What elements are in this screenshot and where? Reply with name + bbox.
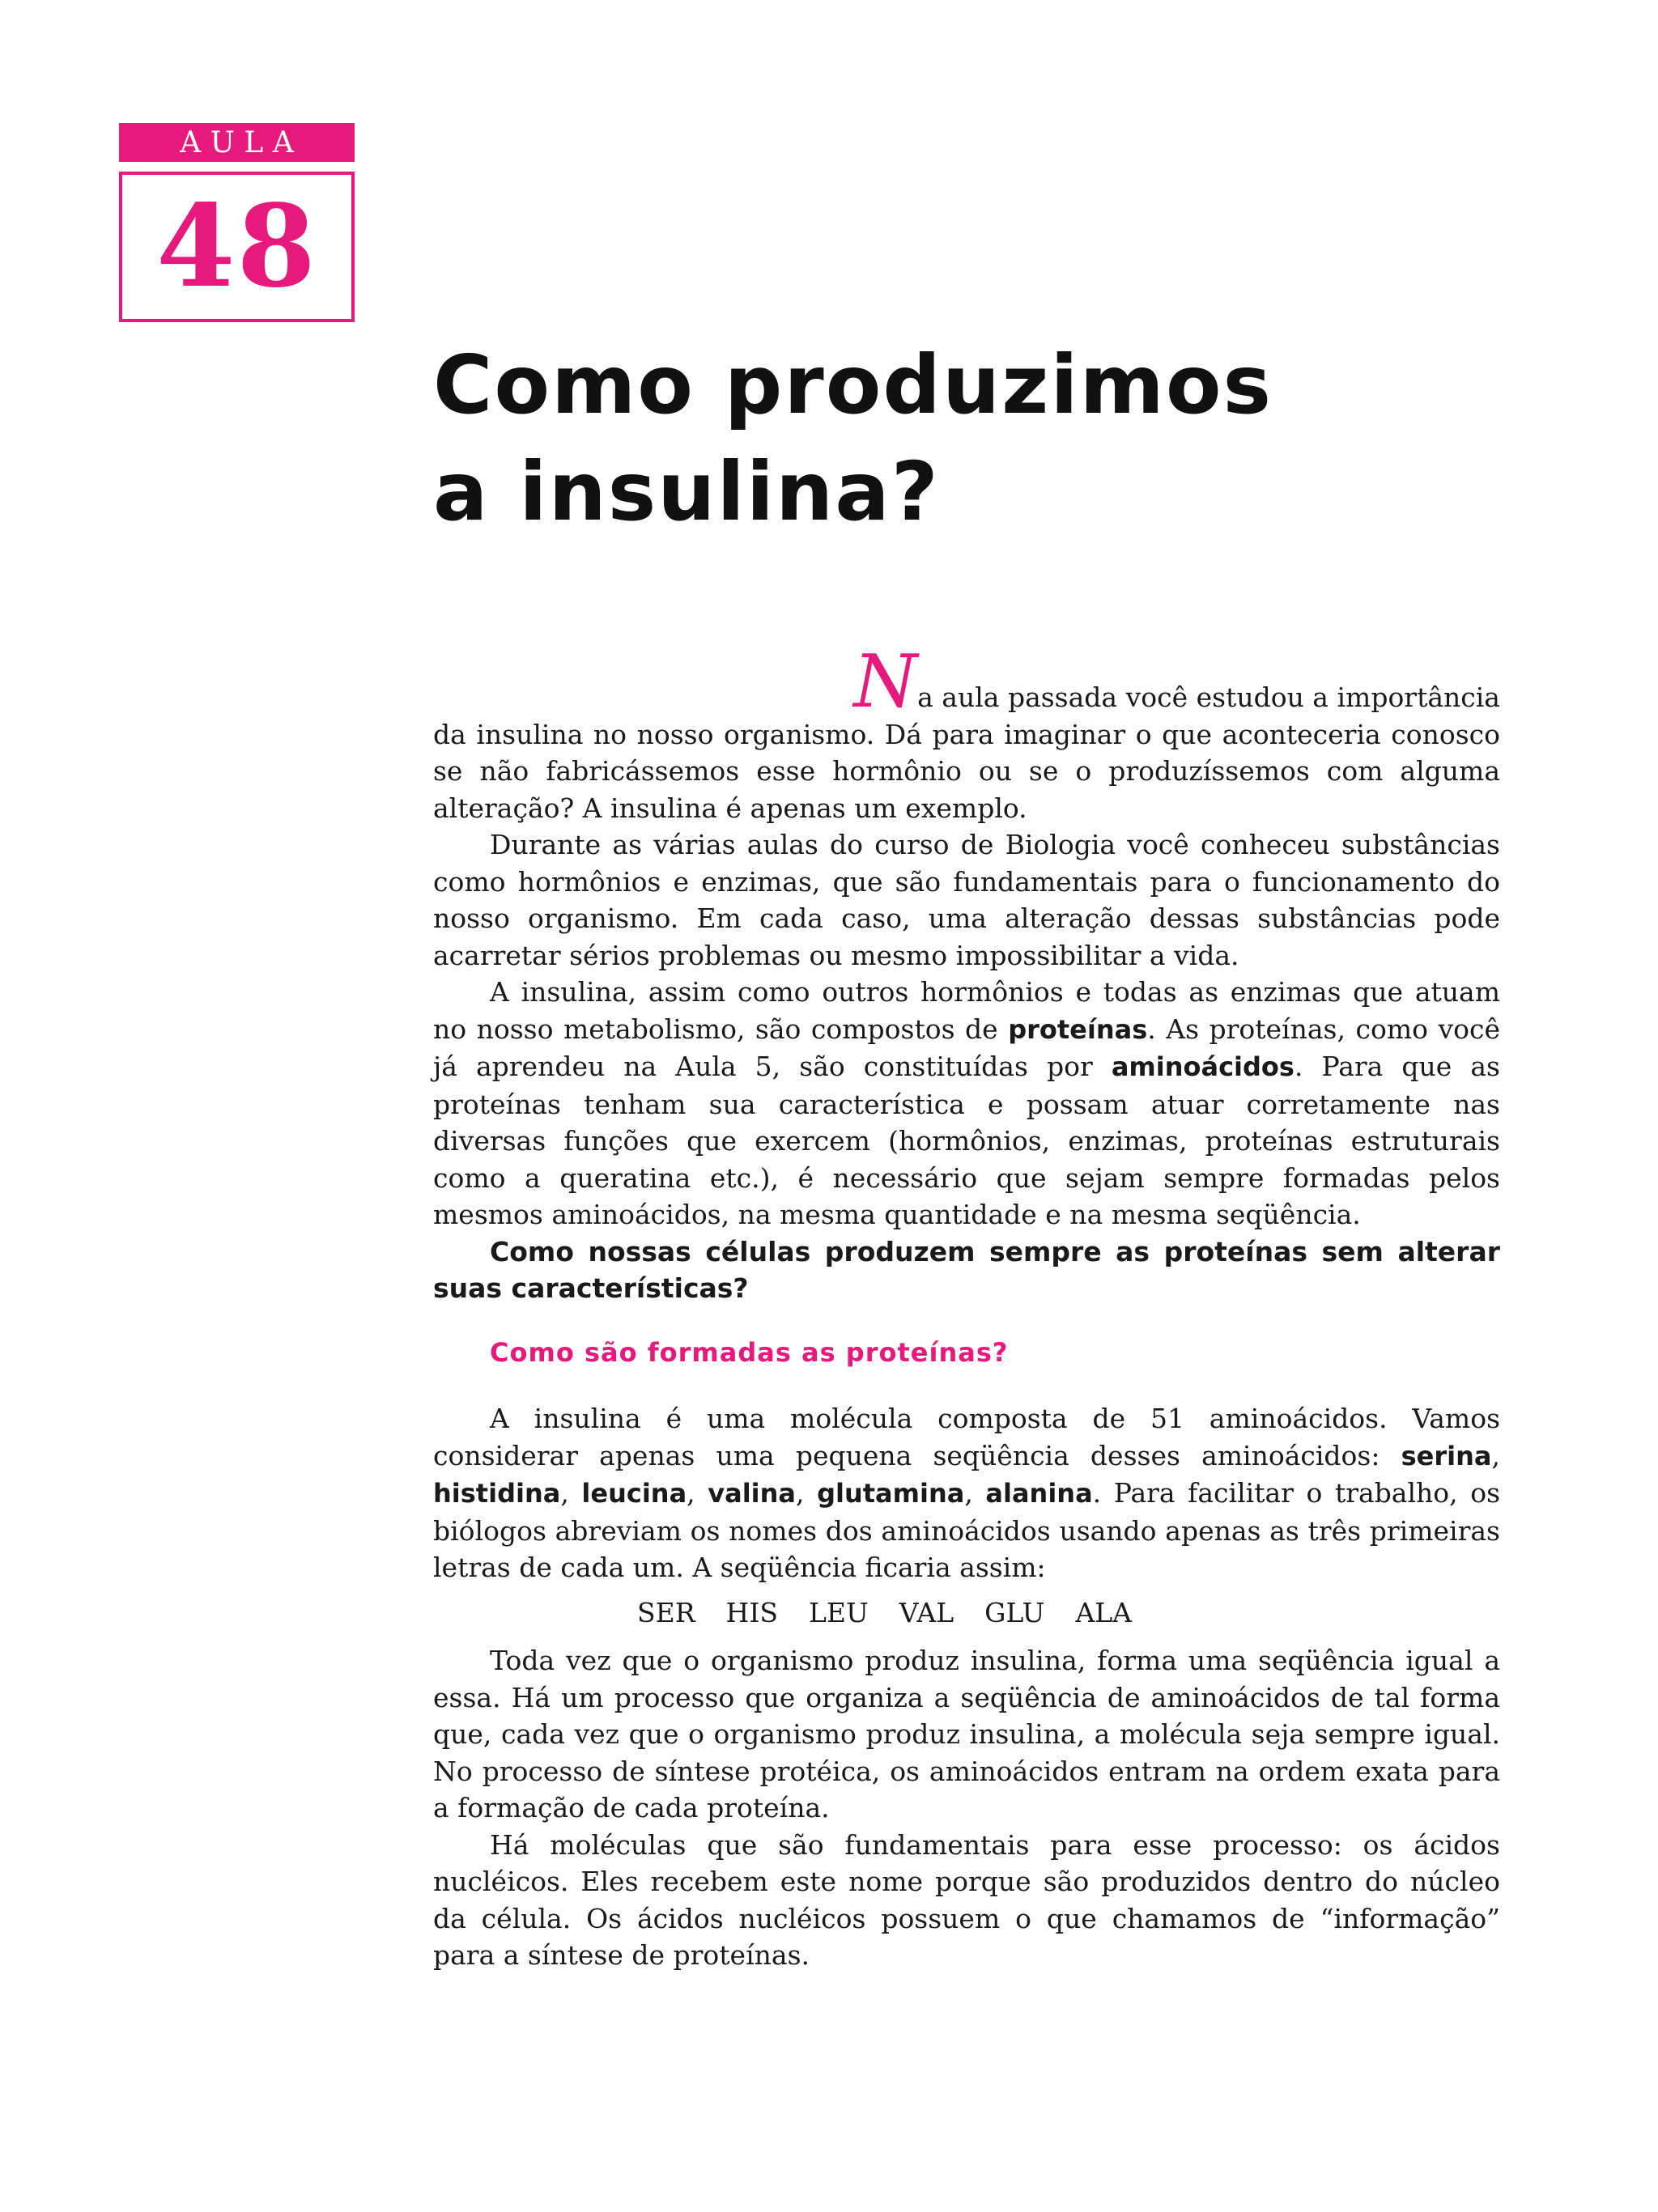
page-title bbox=[433, 332, 1567, 546]
lesson-label bbox=[119, 123, 355, 162]
p4-sep-1: , bbox=[1491, 1439, 1500, 1471]
lesson-number: 48 bbox=[156, 180, 317, 313]
amino-acid-sequence bbox=[637, 1594, 1500, 1632]
intro-first-line-text: a aula passada você estudou a importância bbox=[917, 681, 1500, 713]
term-histidina: histidina bbox=[433, 1478, 561, 1509]
title-line-2: a insulina? bbox=[433, 444, 940, 539]
paragraph-5: Toda vez que o organismo produz insulina, forma uma seqüência igual a essa. Há um processo que organiza a seqüência de aminoácidos de tal forma que, cada vez que o organismo produz insulina, a molécula seja sempre igual. No processo de síntese protéica, os aminoácidos entram na ordem exata para a formação de cada proteína. bbox=[433, 1645, 1500, 1824]
p4-text-a: A insulina é uma molécula composta de 51 aminoácidos. Vamos considerar apenas uma pequena seqüência desses aminoácidos: bbox=[433, 1403, 1500, 1471]
p4-sep-5: , bbox=[964, 1477, 986, 1509]
amino-acid-ala: ALA bbox=[1075, 1596, 1133, 1628]
p3-text-a: A insulina, assim como outros hormônios e todas as enzimas que atuam no nosso metabolismo, são compostos de bbox=[433, 976, 1500, 1045]
lesson-label-text: A U L A bbox=[180, 125, 294, 159]
paragraph-4 bbox=[433, 1400, 1500, 1586]
term-aminoacidos: aminoácidos bbox=[1111, 1051, 1295, 1082]
article-body bbox=[433, 639, 1501, 1974]
amino-acid-his: HIS bbox=[725, 1596, 778, 1628]
term-alanina: alanina bbox=[985, 1478, 1093, 1509]
p3-text-b: . As proteínas, como você já aprendeu na Aula 5, são constituídas por bbox=[433, 1013, 1500, 1082]
drop-cap: N bbox=[853, 639, 918, 724]
lesson-number-box bbox=[119, 172, 355, 322]
intro-paragraph bbox=[433, 639, 1500, 826]
amino-acid-leu: LEU bbox=[808, 1596, 869, 1628]
amino-acid-val: VAL bbox=[899, 1596, 954, 1628]
term-serina: serina bbox=[1401, 1440, 1492, 1471]
p4-sep-2: , bbox=[560, 1477, 582, 1509]
term-proteinas: proteínas bbox=[1008, 1013, 1148, 1045]
p4-sep-3: , bbox=[687, 1477, 708, 1509]
paragraph-3 bbox=[433, 974, 1500, 1233]
section-heading: Como são formadas as proteínas? bbox=[490, 1336, 1009, 1368]
p4-text-b: . Para facilitar o trabalho, os biólogos abreviam os nomes dos aminoácidos usando apenas as três primeiras letras de cada um. A seqüência ficaria assim: bbox=[433, 1477, 1501, 1583]
paragraph-2: Durante as várias aulas do curso de Biologia você conheceu substâncias como hormônios e enzimas, que são fundamentais para o funcionamento do nosso organismo. Em cada caso, uma alteração dessas substâncias pode acarretar sérios problemas ou mesmo impossibilitar a vida. bbox=[433, 829, 1500, 971]
amino-acid-glu: GLU bbox=[984, 1596, 1045, 1628]
amino-acid-ser: SER bbox=[637, 1596, 695, 1628]
term-glutamina: glutamina bbox=[817, 1478, 965, 1509]
p4-sep-4: , bbox=[796, 1477, 818, 1509]
guiding-question: Como nossas células produzem sempre as proteínas sem alterar suas características? bbox=[433, 1235, 1500, 1304]
term-leucina: leucina bbox=[581, 1478, 687, 1509]
paragraph-6: Há moléculas que são fundamentais para esse processo: os ácidos nucléicos. Eles recebem este nome porque são produzidos dentro do núcleo da célula. Os ácidos nucléicos possuem o que chamamos de “informação” para a síntese de proteínas. bbox=[433, 1828, 1500, 1971]
term-valina: valina bbox=[708, 1478, 796, 1509]
intro-text: da insulina no nosso organismo. Dá para imaginar o que aconteceria conosco se não fabricássemos esse hormônio ou se o produzíssemos com alguma alteração? A insulina é apenas um exemplo. bbox=[433, 718, 1500, 824]
p3-text-c: . Para que as proteínas tenham sua característica e possam atuar corretamente nas diversas funções que exercem (hormônios, enzimas, proteínas estruturais como a queratina etc.), é necessário que sejam sempre formadas pelos mesmos aminoácidos, na mesma quantidade e na mesma seqüência. bbox=[433, 1051, 1500, 1230]
title-line-1: Como produzimos bbox=[433, 338, 1273, 432]
intro-first-line bbox=[433, 639, 1500, 724]
